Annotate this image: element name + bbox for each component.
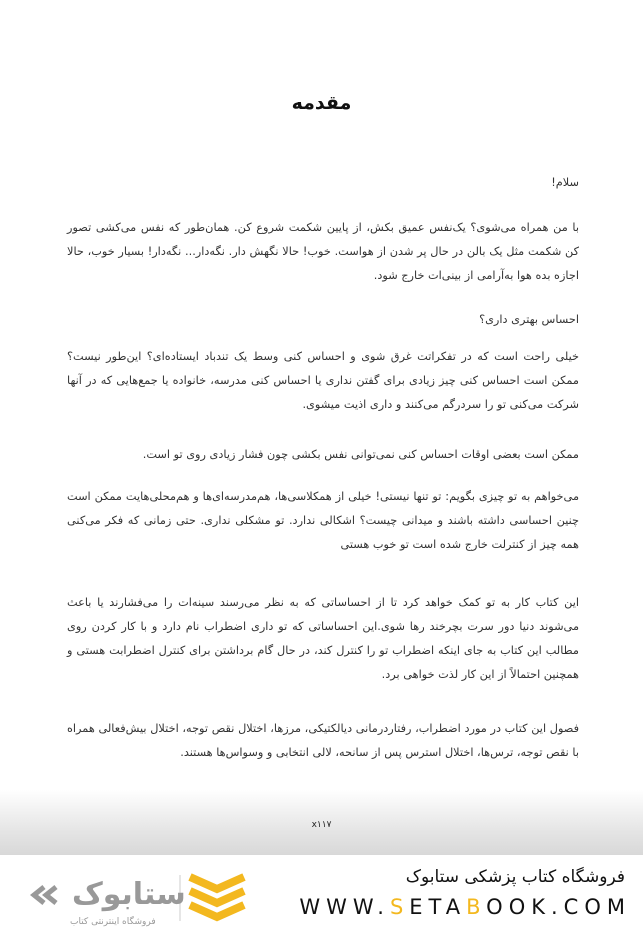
logo-tagline: فروشگاه اینترنتی کتاب	[70, 917, 156, 927]
logo-name: ستابوک	[72, 877, 186, 912]
url-part: B	[466, 895, 487, 919]
shop-name: فروشگاه کتاب پزشکی ستابوک	[405, 867, 625, 887]
paragraph: احساس بهتری داری؟	[479, 313, 579, 326]
paragraph: خیلی راحت است که در تفکراتت غرق شوی و احساس کنی وسط یک تندباد ایستاده‌ای؟ این‌طور نیست؟ ممکن است احساس کنی چیز زیادی برای گفتن نداری یا احساس کنی مدرسه، خانواده یا جمع‌هایی که در آنها شرکت می‌کنی تو را سردرگم می‌کنند و داری اذیت میشوی.	[67, 350, 579, 411]
paragraph: فصول این کتاب در مورد اضطراب، رفتاردرمانی دیالکتیکی، مرزها، اختلال نقص توجه، اختلال بیش‌فعالی همراه با نقص توجه، ترس‌ها، اختلال استرس پس از سانحه، لالی انتخابی و وسواس‌ها هستند.	[67, 722, 579, 759]
page-title: مقدمه	[291, 92, 352, 114]
store-url[interactable]	[299, 895, 631, 919]
page-number: x۱۱۷	[311, 820, 332, 830]
store-logo	[30, 869, 250, 927]
store-banner	[0, 855, 643, 926]
paragraph: این کتاب کار به تو کمک خواهد کرد تا از احساساتی که به نظر می‌رسند سینه‌ات را می‌فشارند یا باعث می‌شوند دنیا دور سرت بچرخند رها شوی.این احساساتی که تو داری اضطراب نام دارد و با کار کردن روی مطالب این کتاب به جای اینکه اضطراب تو را کنترل کند، در حال گام برداشتن برای کنترل اضطرابت هستی و همچنین احتمالاً از این کار لذت خواهی برد.	[67, 596, 579, 681]
url-part: OOK.COM	[486, 895, 631, 919]
paragraph: می‌خواهم به تو چیزی بگویم: تو تنها نیستی! خیلی از همکلاسی‌ها، هم‌مدرسه‌ای‌ها و هم‌محلی‌هایت ممکن است چنین احساسی داشته باشند و میدانی چیست؟ اشکالی ندارد. تو مشکلی نداری. حتی زمانی که فکر می‌کنی همه چیز از کنترلت خارج شده است تو خوب هستی	[67, 490, 579, 551]
url-part: ETA	[409, 895, 467, 919]
greeting: سلام!	[551, 176, 579, 189]
url-part: WWW.	[299, 895, 390, 919]
paragraph: با من همراه می‌شوی؟ یک‌نفس عمیق بکش، از پایین شکمت شروع کن. همان‌طور که نفس می‌کشی تصور کن شکمت مثل یک بالن در حال پر شدن از هواست. خوب! حالا نگهش دار. نگه‌دار... نگه‌دار! بسیار خوب، حالا اجازه بده هوا به‌آرامی از بینی‌ات خارج شود.	[67, 221, 579, 282]
paragraph: ممکن است بعضی اوقات احساس کنی نمی‌توانی نفس بکشی چون فشار زیادی روی تو است.	[142, 448, 579, 461]
url-part: S	[389, 895, 410, 919]
